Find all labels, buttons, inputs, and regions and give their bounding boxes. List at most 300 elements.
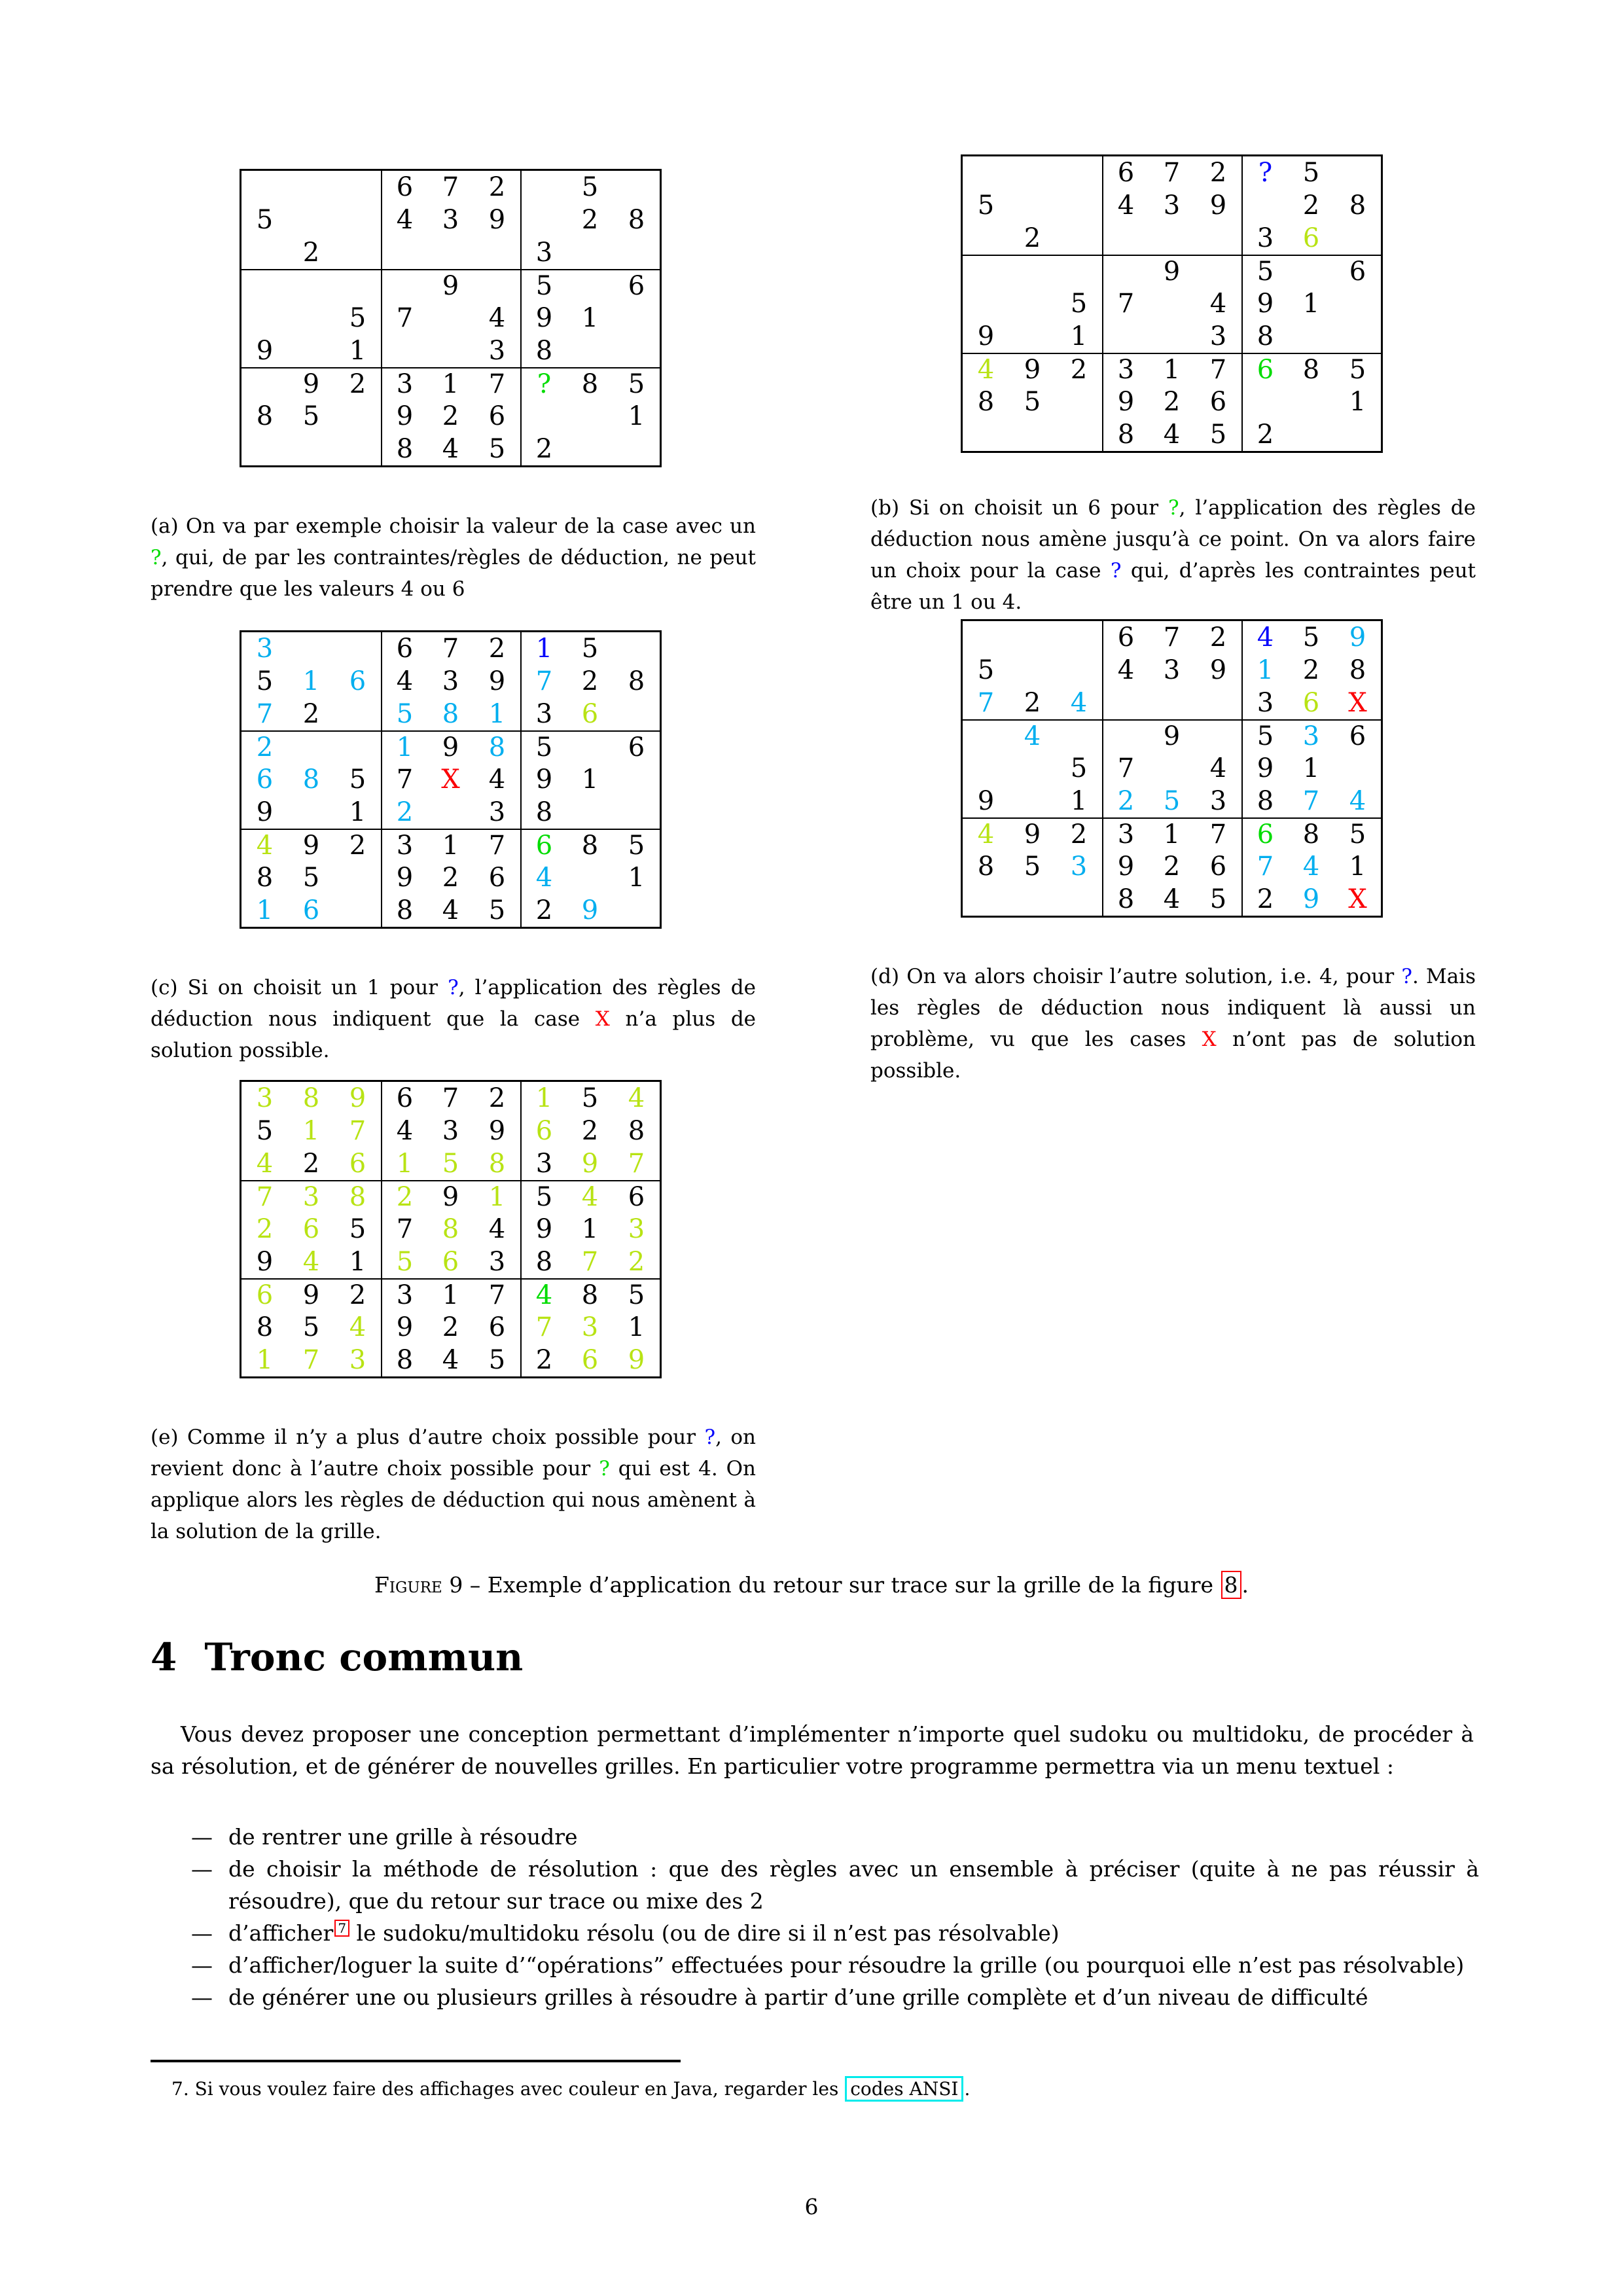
sudoku-cell: 8 [520,796,567,829]
sudoku-cell: 1 [349,336,366,366]
text-segment: ? [704,1426,716,1449]
sudoku-cell: 8 [1288,353,1334,386]
sudoku-cell: 5 [1302,158,1320,188]
sudoku-cell [1149,287,1195,320]
sudoku-cell: 8 [1349,655,1366,685]
sudoku-cell: 8 [628,1116,645,1146]
sudoku-cell: 1 [474,1180,520,1213]
caption-d [870,961,1476,1086]
sudoku-cell: 9 [1302,884,1320,914]
sudoku-cell: 4 [1209,753,1227,783]
intro-paragraph: Vous devez proposer une conception permettant d’implémenter n’importe quel sudoku ou multidoku, de procéder à sa résolution, et de générer de nouvelles grilles. En particulier votre programme permettra via un menu textuel : [151,1721,1474,1779]
list-item-text [228,1853,1479,1917]
sudoku-cell: 3 [488,797,506,827]
text-segment: 7. Si vous voulez faire des affichages avec couleur en Java, regarder les [171,2078,845,2100]
sudoku-cell: 3 [488,336,506,366]
sudoku-cell [1009,752,1056,785]
sudoku-cell: 4 [442,895,459,925]
sudoku-cell: 3 [442,205,459,235]
sudoku-cell: 7 [520,1311,567,1344]
sudoku-cell: 9 [256,1247,274,1277]
sudoku-cell: 1 [349,1247,366,1277]
sudoku-cell [567,433,613,465]
sudoku-cell: 5 [1209,884,1227,914]
sudoku-cell: 1 [1241,654,1288,687]
sudoku-cell: 9 [1241,752,1288,785]
sudoku-cell: 1 [581,764,599,795]
sudoku-cell: 4 [520,861,567,894]
sudoku-cell: 6 [1334,719,1381,752]
sudoku-cell [241,171,288,204]
sudoku-cell: 5 [349,1214,366,1244]
sudoku-cell: 3 [288,1180,334,1213]
sudoku-cell [1288,418,1334,451]
sudoku-cell: 9 [1209,190,1227,221]
sudoku-cell [288,302,334,334]
sudoku-cell: 9 [520,302,567,334]
sudoku-cell: 9 [488,1116,506,1146]
sudoku-cell [1241,386,1288,418]
sudoku-cell: 3 [1241,222,1288,255]
sudoku-cell: 1 [1149,353,1195,386]
text-segment: (e) Comme il n’y a plus d’autre choix possible pour [151,1426,705,1449]
sudoku-cell: 8 [442,699,459,729]
sudoku-cell: 9 [520,1213,567,1246]
sudoku-cell: 9 [520,763,567,796]
sudoku-grid-a [240,169,662,467]
sudoku-cell [288,269,334,302]
sudoku-cell: 5 [613,1278,660,1311]
text-segment: n’ont pas de solution possible. [870,1028,1476,1083]
sudoku-cell: 8 [381,433,427,465]
sudoku-cell [613,632,660,665]
sudoku-cell: 6 [613,730,660,763]
sudoku-cell: 5 [302,401,320,431]
sudoku-cell [613,433,660,465]
sudoku-cell [1102,687,1149,719]
sudoku-cell: 9 [427,730,474,763]
sudoku-cell: 8 [977,852,995,882]
sudoku-cell: 7 [520,665,567,698]
sudoku-cell: 5 [520,730,567,763]
sudoku-cell: 9 [1349,622,1366,653]
sudoku-cell: 7 [349,1116,366,1146]
sudoku-cell: 4 [963,353,1009,386]
sudoku-cell [1288,320,1334,353]
sudoku-cell: 6 [1102,621,1149,654]
sudoku-cell [1195,719,1241,752]
sudoku-cell: 2 [581,666,599,696]
sudoku-cell: 1 [628,863,645,893]
sudoku-cell: 3 [1070,852,1088,882]
sudoku-cell: 2 [334,367,381,400]
sudoku-cell: 6 [381,1082,427,1115]
sudoku-cell: 2 [241,730,288,763]
sudoku-cell [427,236,474,269]
sudoku-cell: 1 [520,632,567,665]
sudoku-cell [613,698,660,730]
sudoku-cell: 5 [977,655,995,685]
sudoku-cell: 7 [1241,850,1288,883]
footnote-ref-link[interactable]: 7 [334,1920,349,1937]
list-item [151,1821,1479,1853]
sudoku-cell: 6 [256,764,274,795]
sudoku-cell: 1 [256,895,274,925]
sudoku-cell [1009,883,1056,916]
sudoku-cell: 5 [256,666,274,696]
sudoku-cell: 7 [442,172,459,202]
sudoku-cell [1288,255,1334,287]
text-segment: ? [448,976,459,999]
sudoku-cell: 4 [488,303,506,333]
sudoku-cell: 2 [302,1149,320,1179]
sudoku-cell: X [1348,884,1367,914]
sudoku-cell: 9 [1149,719,1195,752]
figure-ref-link[interactable]: 8 [1221,1571,1241,1599]
sudoku-cell [1009,785,1056,817]
sudoku-cell: 8 [381,1344,427,1376]
sudoku-cell: 2 [488,634,506,664]
text-segment: ? [151,546,162,569]
text-segment: n’a plus de solution possible. [151,1007,757,1062]
sudoku-cell [1056,222,1102,255]
sudoku-cell: 6 [302,1214,320,1244]
page-number: 6 [804,2194,819,2219]
sudoku-cell: 3 [520,698,567,730]
sudoku-cell: 8 [977,387,995,417]
sudoku-cell: 5 [581,634,599,664]
list-item [151,1853,1479,1917]
sudoku-cell: 3 [442,1116,459,1146]
sudoku-cell: 2 [1024,688,1041,718]
sudoku-cell: 9 [1209,655,1227,685]
sudoku-cell [334,730,381,763]
sudoku-cell [1056,883,1102,916]
sudoku-cell: 2 [581,205,599,235]
sudoku-cell [963,222,1009,255]
sudoku-cell [1009,320,1056,353]
footnote-rule [151,2060,681,2062]
sudoku-cell: 4 [1302,852,1320,882]
sudoku-cell: 7 [1102,287,1149,320]
sudoku-cell: 7 [241,1180,288,1213]
sudoku-cell: 1 [1149,817,1195,850]
text-segment: , l’application des règles de déduction nous amène jusqu’à ce point. On va alors faire un choix pour la case [870,496,1476,583]
sudoku-cell: 3 [581,1312,599,1342]
sudoku-cell [567,334,613,367]
sudoku-cell: 1 [427,1278,474,1311]
sudoku-cell [963,621,1009,654]
sudoku-cell: 6 [302,895,320,925]
sudoku-cell [1102,222,1149,255]
sudoku-cell [381,334,427,367]
sudoku-cell: 3 [628,1214,645,1244]
sudoku-cell: ? [520,367,567,400]
sudoku-cell: 5 [581,172,599,202]
menu-feature-list [151,1821,1479,2013]
sudoku-cell [288,632,334,665]
sudoku-cell: 5 [349,303,366,333]
sudoku-cell: 2 [381,1180,427,1213]
sudoku-cell [567,400,613,433]
sudoku-cell: 9 [977,786,995,816]
sudoku-cell: 2 [1102,785,1149,817]
caption-c [151,972,756,1066]
sudoku-cell [1149,752,1195,785]
sudoku-cell [613,334,660,367]
sudoku-cell: 6 [381,171,427,204]
list-item-text [228,1981,1479,2013]
sudoku-cell [963,255,1009,287]
sudoku-cell [1009,287,1056,320]
sudoku-cell: 5 [256,205,274,235]
sudoku-cell: 2 [520,894,567,927]
sudoku-cell [1056,255,1102,287]
sudoku-cell [334,861,381,894]
sudoku-cell: 1 [1302,753,1320,783]
sudoku-cell: 5 [1302,622,1320,653]
sudoku-cell: 4 [1070,688,1088,718]
sudoku-cell: 2 [1024,223,1041,253]
sudoku-cell: 6 [1241,353,1288,386]
text-segment: . Mais les règles de déduction nous indiquent là aussi un problème, vu que les cases [870,965,1476,1051]
sudoku-cell: 1 [381,1147,427,1180]
sudoku-cell: 7 [1195,817,1241,850]
sudoku-cell: 4 [256,1149,274,1179]
sudoku-cell: 4 [349,1312,366,1342]
list-item [151,1981,1479,2013]
sudoku-cell [1102,255,1149,287]
sudoku-cell [334,269,381,302]
sudoku-cell: 6 [581,699,599,729]
sudoku-cell [1149,222,1195,255]
sudoku-cell: 4 [381,665,427,698]
ansi-codes-link[interactable]: codes ANSI [845,2076,963,2102]
sudoku-cell: 6 [613,269,660,302]
sudoku-cell: 1 [581,1214,599,1244]
sudoku-cell: 1 [302,1116,320,1146]
sudoku-cell: 2 [520,433,567,465]
sudoku-cell: 3 [442,666,459,696]
sudoku-cell: 6 [613,1180,660,1213]
sudoku-cell [613,796,660,829]
sudoku-cell: 3 [1102,353,1149,386]
sudoku-cell: 8 [256,863,274,893]
sudoku-grid-c [240,630,662,929]
text-segment: , qui, de par les contraintes/règles de déduction, ne peut prendre que les valeurs 4 ou 6 [151,546,756,601]
text-segment: (c) Si on choisit un 1 pour [151,976,448,999]
sudoku-cell [1149,320,1195,353]
list-item-text [228,1917,1479,1949]
sudoku-cell: 5 [302,1312,320,1342]
list-item [151,1917,1479,1949]
sudoku-cell: 4 [241,829,288,861]
sudoku-cell: 9 [1009,353,1056,386]
sudoku-cell: 8 [1288,817,1334,850]
sudoku-cell [1288,386,1334,418]
caption-a [151,511,756,605]
sudoku-cell: 2 [628,1247,645,1277]
sudoku-cell: 4 [1209,289,1227,319]
sudoku-cell: 9 [581,895,599,925]
sudoku-cell: 5 [488,895,506,925]
text-segment: de rentrer une grille à résoudre [228,1824,578,1850]
sudoku-cell: 4 [1241,621,1288,654]
sudoku-cell [1056,156,1102,189]
sudoku-cell [1241,189,1288,222]
sudoku-cell [334,400,381,433]
sudoku-cell: 1 [488,699,506,729]
sudoku-cell [1195,255,1241,287]
sudoku-cell: 1 [302,666,320,696]
sudoku-cell: 9 [381,400,427,433]
sudoku-cell: 8 [334,1180,381,1213]
section-title: Tronc commun [204,1635,524,1679]
sudoku-cell: 7 [1302,786,1320,816]
sudoku-cell: 9 [488,666,506,696]
text-segment: . [1241,1572,1249,1598]
sudoku-cell: 3 [1163,655,1181,685]
sudoku-cell [963,883,1009,916]
sudoku-cell: 7 [256,699,274,729]
sudoku-cell: 6 [581,1345,599,1375]
sudoku-cell [1009,654,1056,687]
sudoku-cell [567,796,613,829]
sudoku-cell: 4 [442,434,459,464]
sudoku-cell [288,433,334,465]
sudoku-cell [334,236,381,269]
sudoku-cell: X [1348,688,1367,718]
text-segment: X [1202,1028,1217,1051]
sudoku-cell: 1 [349,797,366,827]
sudoku-cell: 2 [442,401,459,431]
sudoku-cell: 7 [1102,752,1149,785]
sudoku-cell: 7 [628,1149,645,1179]
text-segment: , on revient donc à l’autre choix possible pour [151,1426,756,1480]
text-segment: qui, d’après les contraintes peut être un 1 ou 4. [870,559,1476,614]
sudoku-cell: 7 [442,1083,459,1113]
caption-e [151,1422,756,1547]
sudoku-cell [567,236,613,269]
sudoku-cell [1334,222,1381,255]
sudoku-cell: 5 [613,367,660,400]
sudoku-cell: 3 [520,236,567,269]
sudoku-cell: 7 [381,1213,427,1246]
sudoku-cell [1334,156,1381,189]
sudoku-cell: 7 [474,1278,520,1311]
caption-b [870,492,1476,618]
sudoku-cell: 7 [977,688,995,718]
sudoku-cell: 9 [381,1311,427,1344]
sudoku-cell: 2 [1302,190,1320,221]
sudoku-cell: 8 [1349,190,1366,221]
sudoku-cell [613,763,660,796]
sudoku-cell: 8 [442,1214,459,1244]
sudoku-cell [520,204,567,236]
sudoku-cell: 2 [488,1083,506,1113]
sudoku-cell: 3 [381,367,427,400]
sudoku-cell [1009,255,1056,287]
text-segment: . [964,2078,971,2100]
sudoku-cell: 8 [302,1083,320,1113]
text-segment: ? [1110,559,1122,583]
sudoku-cell: 5 [302,863,320,893]
sudoku-cell: 3 [256,1083,274,1113]
sudoku-cell [567,861,613,894]
sudoku-cell: 8 [1102,883,1149,916]
sudoku-cell: 9 [288,367,334,400]
sudoku-cell: 4 [1349,786,1366,816]
sudoku-cell: 4 [488,764,506,795]
sudoku-cell: 2 [1056,353,1102,386]
sudoku-cell: 5 [581,1083,599,1113]
sudoku-cell: 5 [1241,719,1288,752]
sudoku-cell [1056,719,1102,752]
sudoku-cell: 9 [256,336,274,366]
sudoku-cell [520,400,567,433]
sudoku-cell: 5 [1209,420,1227,450]
sudoku-cell: 2 [1163,852,1181,882]
sudoku-cell: 8 [256,1312,274,1342]
sudoku-cell: 4 [302,1247,320,1277]
sudoku-cell: 5 [1241,255,1288,287]
sudoku-cell: 9 [1009,817,1056,850]
sudoku-cell: 2 [302,238,320,268]
sudoku-cell [963,752,1009,785]
sudoku-cell: 8 [628,666,645,696]
sudoku-cell: 3 [1288,719,1334,752]
sudoku-cell: 4 [442,1345,459,1375]
sudoku-cell: 2 [1209,158,1227,188]
sudoku-cell: 5 [1070,289,1088,319]
sudoku-cell: 3 [520,1147,567,1180]
sudoku-cell [427,334,474,367]
sudoku-cell: 2 [302,699,320,729]
sudoku-cell: 4 [1009,719,1056,752]
sudoku-cell [241,236,288,269]
sudoku-cell: 9 [581,1149,599,1179]
sudoku-cell: 3 [256,634,274,664]
text-segment: , l’application des règles de déduction nous indiquent que la case [151,976,756,1031]
sudoku-cell: 3 [1241,687,1288,719]
sudoku-cell: 8 [520,1246,567,1278]
sudoku-cell: 7 [474,367,520,400]
sudoku-cell: 7 [1195,353,1241,386]
sudoku-cell: 3 [381,829,427,861]
sudoku-cell: 7 [381,302,427,334]
sudoku-cell: 6 [1102,156,1149,189]
text-segment: ? [1168,496,1179,520]
sudoku-cell: 6 [488,1312,506,1342]
sudoku-cell: 9 [1102,850,1149,883]
sudoku-cell [1056,189,1102,222]
sudoku-cell: 5 [977,190,995,221]
sudoku-cell [381,269,427,302]
sudoku-cell: 4 [963,817,1009,850]
sudoku-cell: 2 [334,1278,381,1311]
sudoku-cell: 5 [1334,353,1381,386]
sudoku-cell: 2 [1056,817,1102,850]
list-dash: — [191,1856,213,1882]
sudoku-cell: 2 [334,829,381,861]
sudoku-cell [288,796,334,829]
sudoku-cell [241,269,288,302]
sudoku-cell: 8 [567,829,613,861]
sudoku-cell: 9 [256,797,274,827]
sudoku-cell: 6 [1209,852,1227,882]
sudoku-grid-d [961,619,1383,918]
sudoku-cell: 2 [442,863,459,893]
